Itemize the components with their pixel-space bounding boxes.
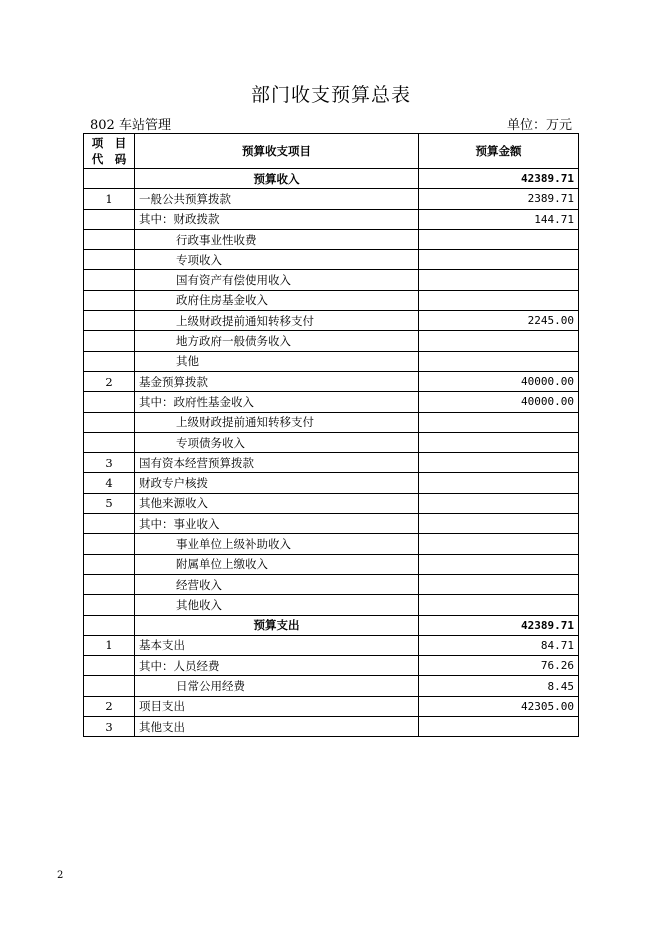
item-header: 预算收支项目 — [135, 134, 419, 169]
amount-cell — [419, 270, 579, 290]
item-cell: 项目支出 — [135, 696, 419, 716]
code-cell — [84, 209, 135, 229]
amount-cell: 8.45 — [419, 676, 579, 696]
table-row — [84, 574, 579, 594]
income-total-row — [84, 169, 579, 189]
amount-cell — [419, 473, 579, 493]
code-cell — [84, 250, 135, 270]
code-cell: 3 — [84, 717, 135, 737]
item-cell: 地方政府一般债务收入 — [135, 331, 419, 351]
table-row — [84, 229, 579, 249]
code-cell — [84, 595, 135, 615]
table-row — [84, 676, 579, 696]
item-cell: 其中：事业收入 — [135, 514, 419, 534]
code-cell — [84, 676, 135, 696]
table-row — [84, 696, 579, 716]
unit-label: 单位：万元 — [506, 118, 572, 133]
item-cell: 事业单位上级补助收入 — [135, 534, 419, 554]
amount-cell — [419, 534, 579, 554]
amount-cell: 40000.00 — [419, 392, 579, 412]
expense-total-row — [84, 615, 579, 635]
item-cell: 专项收入 — [135, 250, 419, 270]
code-cell: 4 — [84, 473, 135, 493]
amount-cell — [419, 229, 579, 249]
table-row — [84, 514, 579, 534]
table-row — [84, 635, 579, 655]
item-cell: 国有资产有偿使用收入 — [135, 270, 419, 290]
table-row — [84, 209, 579, 229]
amount-cell — [419, 453, 579, 473]
amount-cell — [419, 331, 579, 351]
amount-cell — [419, 574, 579, 594]
code-cell — [84, 270, 135, 290]
amount-cell — [419, 290, 579, 310]
table-row — [84, 554, 579, 574]
code-cell: 5 — [84, 493, 135, 513]
item-cell: 基本支出 — [135, 635, 419, 655]
item-cell: 日常公用经费 — [135, 676, 419, 696]
amount-cell — [419, 432, 579, 452]
table-row — [84, 290, 579, 310]
item-cell: 专项债务收入 — [135, 432, 419, 452]
code-cell — [84, 574, 135, 594]
amount-cell: 84.71 — [419, 635, 579, 655]
code-cell — [84, 229, 135, 249]
item-cell: 财政专户核拨 — [135, 473, 419, 493]
code-cell — [84, 534, 135, 554]
item-cell: 其他收入 — [135, 595, 419, 615]
code-cell: 1 — [84, 635, 135, 655]
table-row — [84, 270, 579, 290]
table-row — [84, 453, 579, 473]
item-cell: 其中：政府性基金收入 — [135, 392, 419, 412]
code-cell — [84, 554, 135, 574]
table-row — [84, 371, 579, 391]
amount-cell — [419, 717, 579, 737]
table-row — [84, 534, 579, 554]
amount-cell: 76.26 — [419, 656, 579, 676]
page-title: 部门收支预算总表 — [250, 84, 411, 106]
code-cell: 2 — [84, 371, 135, 391]
page-number: 2 — [57, 870, 64, 881]
code-cell — [84, 290, 135, 310]
table-row — [84, 412, 579, 432]
table-row — [84, 432, 579, 452]
budget-table — [83, 133, 579, 737]
item-cell: 一般公共预算拨款 — [135, 189, 419, 209]
code-cell — [84, 514, 135, 534]
code-header-line1: 项 目 — [91, 136, 127, 150]
amount-cell — [419, 595, 579, 615]
amount-cell — [419, 351, 579, 371]
amount-cell: 2389.71 — [419, 189, 579, 209]
item-cell: 经营收入 — [135, 574, 419, 594]
amount-cell — [419, 493, 579, 513]
code-cell — [84, 412, 135, 432]
section-label: 预算支出 — [135, 615, 419, 635]
item-cell: 其中：财政拨款 — [135, 209, 419, 229]
table-row — [84, 250, 579, 270]
item-cell: 国有资本经营预算拨款 — [135, 453, 419, 473]
amount-cell: 144.71 — [419, 209, 579, 229]
amount-cell — [419, 514, 579, 534]
item-cell: 其他 — [135, 351, 419, 371]
code-cell: 1 — [84, 189, 135, 209]
item-cell: 其他支出 — [135, 717, 419, 737]
department-label: 802 车站管理 — [90, 118, 171, 133]
code-cell — [84, 351, 135, 371]
amount-header: 预算金额 — [419, 134, 579, 169]
table-row — [84, 311, 579, 331]
section-label: 预算收入 — [135, 169, 419, 189]
amount-cell: 42305.00 — [419, 696, 579, 716]
amount-cell — [419, 412, 579, 432]
code-header-line2: 代 码 — [91, 152, 127, 166]
amount-cell — [419, 554, 579, 574]
table-row — [84, 656, 579, 676]
table-header-row — [84, 134, 579, 169]
code-cell — [84, 656, 135, 676]
code-cell — [84, 331, 135, 351]
table-row — [84, 331, 579, 351]
amount-cell — [419, 250, 579, 270]
table-row — [84, 189, 579, 209]
item-cell: 附属单位上缴收入 — [135, 554, 419, 574]
table-row — [84, 351, 579, 371]
item-cell: 其中：人员经费 — [135, 656, 419, 676]
item-cell: 上级财政提前通知转移支付 — [135, 412, 419, 432]
section-total: 42389.71 — [419, 615, 579, 635]
table-row — [84, 392, 579, 412]
item-cell: 政府住房基金收入 — [135, 290, 419, 310]
table-row — [84, 473, 579, 493]
section-total: 42389.71 — [419, 169, 579, 189]
item-cell: 基金预算拨款 — [135, 371, 419, 391]
table-row — [84, 595, 579, 615]
code-cell — [84, 615, 135, 635]
code-cell — [84, 169, 135, 189]
item-cell: 其他来源收入 — [135, 493, 419, 513]
code-header — [84, 134, 135, 169]
table-row — [84, 717, 579, 737]
amount-cell: 2245.00 — [419, 311, 579, 331]
code-cell: 3 — [84, 453, 135, 473]
amount-cell: 40000.00 — [419, 371, 579, 391]
code-cell: 2 — [84, 696, 135, 716]
code-cell — [84, 392, 135, 412]
code-cell — [84, 311, 135, 331]
code-cell — [84, 432, 135, 452]
item-cell: 上级财政提前通知转移支付 — [135, 311, 419, 331]
table-row — [84, 493, 579, 513]
item-cell: 行政事业性收费 — [135, 229, 419, 249]
